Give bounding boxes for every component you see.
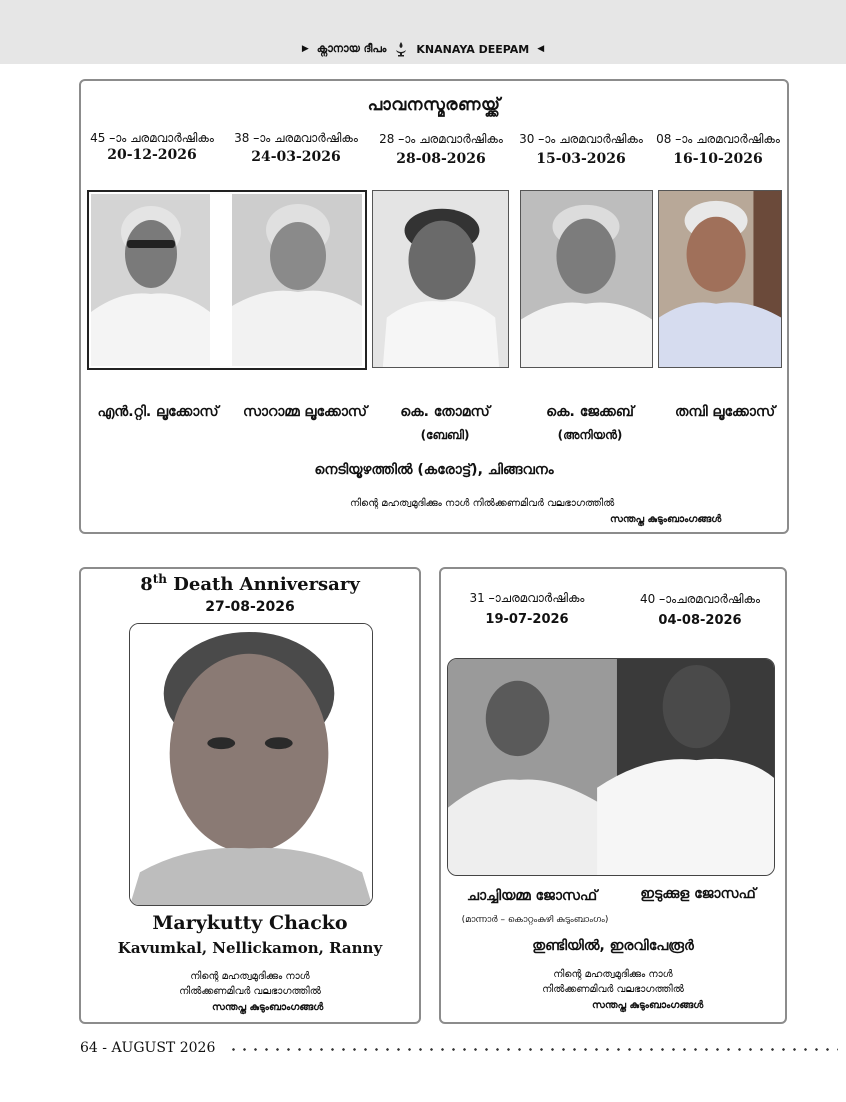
person-name-3: കെ. തോമസ് [400,404,490,420]
right-anniv-date-1: 19-07-2026 [485,612,569,627]
oil-lamp-icon [394,41,408,57]
portrait-photo-3 [372,190,509,368]
right-couple-photo [447,658,775,876]
anniv-date-3: 28-08-2026 [396,151,486,167]
anniv-label-1: 45 –ാം ചരമവാർഷികം [90,131,214,145]
left-date: 27-08-2026 [205,599,295,615]
left-heading-text: Death Anniversary [167,574,360,595]
top-title: പാവനസ്മരണയ്ക്ക് [367,95,501,115]
right-anniv-label-1: 31 –ാചരമവാർഷികം [469,591,585,605]
left-heading-ordinal-suffix: th [152,572,168,586]
left-triangle-icon: ◀ [537,44,545,54]
right-family-name: തുണ്ടിയിൽ, ഇരവിപേരൂർ [532,938,694,954]
right-person-name-2: ഇടുക്കുള ജോസഫ് [640,886,756,902]
anniv-label-5: 08 –ാം ചരമവാർഷികം [656,132,780,146]
person-name-4: കെ. ജേക്കബ് [546,404,634,420]
left-person-place: Kavumkal, Nellickamon, Ranny [117,939,383,957]
anniv-date-4: 15-03-2026 [536,151,626,167]
masthead [0,38,846,60]
anniv-date-2: 24-03-2026 [251,149,341,165]
right-person-name-1: ചാച്ചിയമ്മ ജോസഫ് [466,888,598,904]
portrait-photo-1 [91,194,210,366]
left-portrait-photo [129,623,373,906]
top-signature: സന്തപ്ത കുടുംബാംഗങ്ങൾ [610,514,722,525]
footer-dot-leader [228,1048,838,1051]
portrait-photo-2 [232,194,362,366]
anniv-date-1: 20-12-2026 [107,147,197,163]
person-nickname-4: (അനിയൻ) [557,428,623,442]
person-nickname-3: (ബേബി) [420,428,470,442]
left-heading-ordinal: 8 [140,574,153,595]
page-footer: 64 - AUGUST 2026 [80,1040,216,1056]
anniv-label-2: 38 –ാം ചരമവാർഷികം [234,131,358,145]
masthead-malayalam: ക്നാനായ ദീപം [316,42,387,55]
person-name-5: തമ്പി ലൂക്കോസ് [674,404,776,420]
left-heading [79,572,421,595]
left-signature: സന്തപ്ത കുടുംബാംഗങ്ങൾ [212,1002,324,1013]
left-verse-line-1: നിന്റെ മഹത്വമുദിക്കും നാൾ [190,971,310,982]
right-triangle-icon: ▶ [301,44,309,54]
top-family-name: നെടിയൂഴത്തിൽ (കരോട്ട്), ചിങ്ങവനം [314,462,554,478]
right-anniv-date-2: 04-08-2026 [658,613,742,628]
anniv-label-3: 28 –ാം ചരമവാർഷികം [379,132,503,146]
top-verse: നിന്റെ മഹത്വമുദിക്കും നാൾ നിൽക്കണമിവർ വലഭാഗത്തിൽ [350,498,615,509]
portrait-photo-4 [520,190,653,368]
right-verse-line-1: നിന്റെ മഹത്വമുദിക്കും നാൾ [553,969,673,980]
person-name-2: സാറാമ്മ ലൂക്കോസ് [242,404,368,420]
left-verse-line-2: നിൽക്കണമിവർ വലഭാഗത്തിൽ [179,986,321,997]
right-signature: സന്തപ്ത കുടുംബാംഗങ്ങൾ [592,1000,704,1011]
anniv-label-4: 30 –ാം ചരമവാർഷികം [519,132,643,146]
anniv-date-5: 16-10-2026 [673,151,763,167]
right-anniv-label-2: 40 –ാംചരമവാർഷികം [640,592,760,606]
left-person-name: Marykutty Chacko [152,912,348,934]
person-name-1: എൻ.റ്റി. ലൂക്കോസ് [97,404,219,420]
right-verse-line-2: നിൽക്കണമിവർ വലഭാഗത്തിൽ [542,984,684,995]
masthead-english: KNANAYA DEEPAM [416,42,530,56]
right-family-note: (മാന്നാർ – കൊറ്റംകുഴി കുടുംബാംഗം) [461,915,609,925]
portrait-photo-5 [658,190,782,368]
